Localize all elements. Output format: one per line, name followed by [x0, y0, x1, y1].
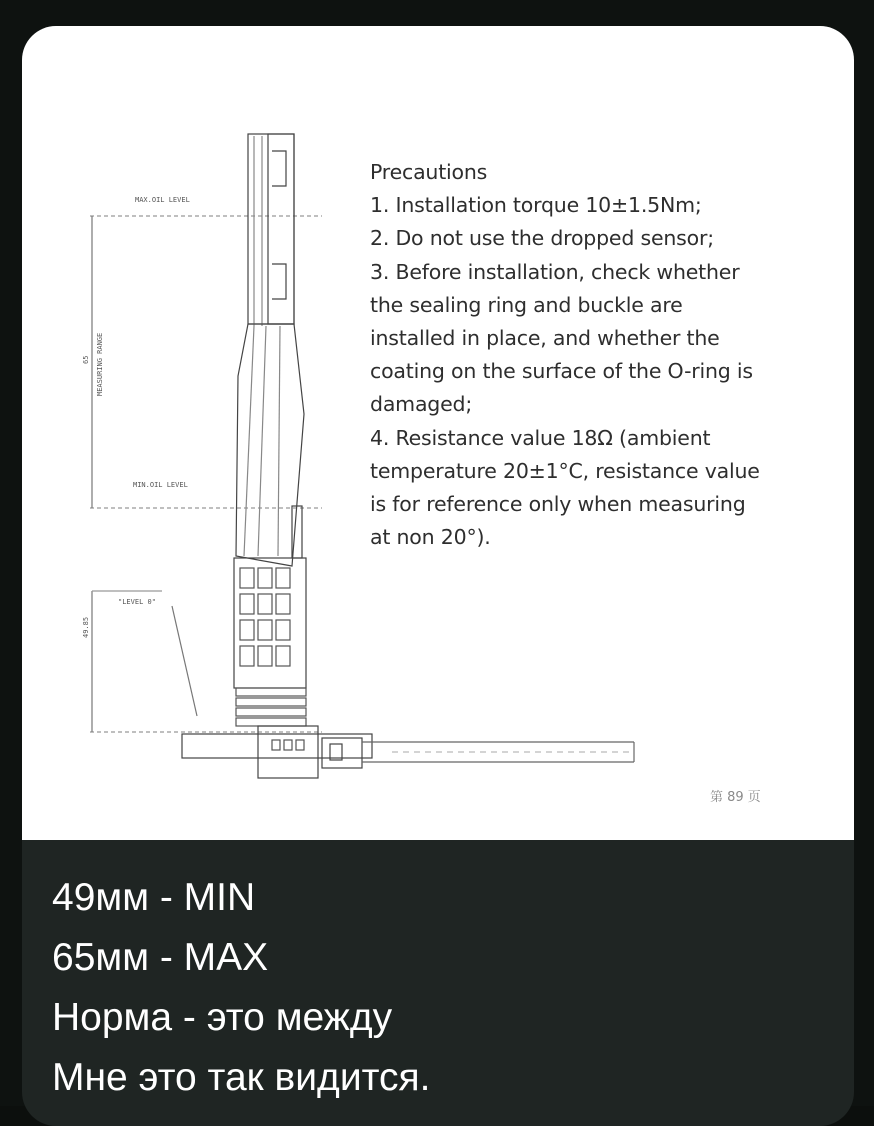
message-photo[interactable]	[22, 26, 854, 840]
precaution-line: 1. Installation torque 10±1.5Nm;	[370, 193, 702, 218]
precaution-line: temperature 20±1°C, resistance value	[370, 458, 760, 483]
precaution-line: the sealing ring and buckle are	[370, 292, 683, 317]
sensor-clip-lower	[272, 264, 286, 299]
range-value-label: 65	[82, 355, 90, 364]
sensor-grid	[234, 558, 306, 688]
min-oil-level-label: MIN.OIL LEVEL	[133, 481, 188, 489]
precautions-text	[370, 156, 840, 554]
page-number: 第 89 页	[710, 790, 761, 805]
sensor-taper	[236, 324, 304, 566]
precaution-line: damaged;	[370, 392, 473, 417]
precaution-line: 2. Do not use the dropped sensor;	[370, 226, 714, 251]
sensor-head-inner	[268, 134, 294, 324]
precaution-line: 3. Before installation, check whether	[370, 259, 740, 284]
caption-line: 49мм - MIN	[52, 876, 256, 919]
message-bubble[interactable]	[22, 26, 854, 1126]
sensor-seal	[236, 688, 306, 726]
sensor-head	[248, 134, 294, 324]
max-oil-level-label: MAX.OIL LEVEL	[135, 196, 190, 204]
precautions-title: Precautions	[370, 160, 488, 184]
precaution-line: is for reference only when measuring	[370, 492, 746, 517]
precaution-line: 4. Resistance value 18Ω (ambient	[370, 425, 711, 450]
precaution-line: coating on the surface of the O-ring is	[370, 359, 753, 384]
sensor-clip-upper	[272, 151, 286, 186]
caption-line: Норма - это между	[52, 996, 393, 1039]
level-zero-label: "LEVEL 0"	[118, 598, 156, 606]
measuring-range-label: MEASURING RANGE	[96, 332, 104, 396]
caption-line: Мне это так видится.	[52, 1056, 431, 1099]
message-caption	[52, 868, 832, 1108]
precaution-line: at non 20°).	[370, 525, 491, 550]
precaution-line: installed in place, and whether the	[370, 326, 720, 351]
caption-line: 65мм - MAX	[52, 936, 269, 979]
level-zero-leader	[172, 606, 197, 716]
lower-value-label: 49.85	[82, 616, 90, 638]
